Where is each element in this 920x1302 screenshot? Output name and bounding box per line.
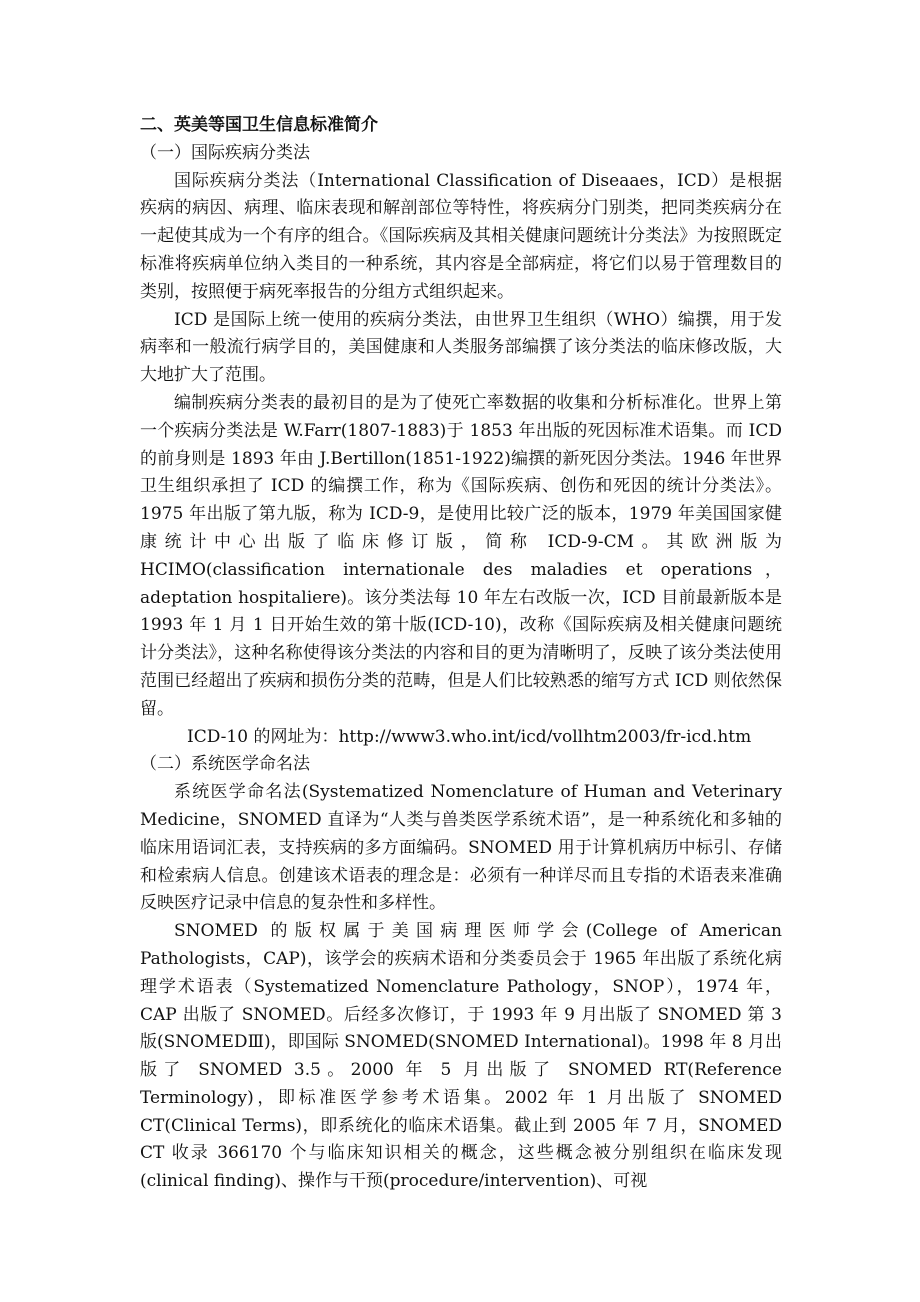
snomed-heading: （二）系统医学命名法 — [140, 754, 310, 775]
section-title: 二、英美等国卫生信息标准简介 — [140, 115, 378, 135]
snomed-paragraph-1: 系统医学命名法(Systematized Nomenclature of Human and Veterinary Medicine，SNOMED 直译为“人类与兽类医学系统术语”，是一种系统化和多轴的临床用语词汇表，支持疾病的多方面编码。SNOMED 用于计算机病历中标引、存储和检索病人信息。创建该术语表的理念是：必须有一种详尽而且专指的术语表来准确反映医疗记录中信息的复杂性和多样性。 — [140, 782, 782, 914]
icd-paragraph-2: ICD 是国际上统一使用的疾病分类法，由世界卫生组织（WHO）编撰，用于发病率和一般流行病学目的，美国健康和人类服务部编撰了该分类法的临床修改版，大大地扩大了范围。 — [140, 309, 782, 386]
icd-heading: （一）国际疾病分类法 — [140, 142, 310, 163]
icd-url-line: ICD-10 的网址为：http://www3.who.int/icd/vollhtm2003/fr-icd.htm — [187, 726, 752, 747]
icd-paragraph-3: 编制疾病分类表的最初目的是为了使死亡率数据的收集和分析标准化。世界上第一个疾病分类法是 W.Farr(1807-1883)于 1853 年出版的死因标准术语集。而 ICD 的前身则是 1893 年由 J.Bertillon(1851-1922)编撰的新死因分类法。1946 年世界卫生组织承担了 ICD 的编撰工作，称为《国际疾病、创伤和死因的统计分类法》。1975 年出版了第九版，称为 ICD-9，是使用比较广泛的版本，1979 年美国国家健康统计中心出版了临床修订版，简称 ICD-9-CM。其欧洲版为 HCIMO(classification internationale des maladies et operations，adeptation hospitaliere)。该分类法每 10 年左右改版一次，ICD 目前最新版本是 1993 年 1 月 1 日开始生效的第十版(ICD-10)，改称《国际疾病及相关健康问题统计分类法》，这种名称使得该分类法的内容和目的更为清晰明了，反映了该分类法使用范围已经超出了疾病和损伤分类的范畴，但是人们比较熟悉的缩写方式 ICD 则依然保留。 — [140, 392, 782, 719]
document-body — [140, 112, 782, 1196]
snomed-paragraph-2: SNOMED 的版权属于美国病理医师学会(College of American Pathologists，CAP)，该学会的疾病术语和分类委员会于 1965 年出版了系统化病理学术语表（Systematized Nomenclature Pathology，SNOP），1974 年，CAP 出版了 SNOMED。后经多次修订，于 1993 年 9 月出版了 SNOMED 第 3 版(SNOMEDⅢ)，即国际 SNOMED(SNOMED International)。1998 年 8 月出版了 SNOMED 3.5。2000 年 5 月出版了 SNOMED RT(Reference Terminology)，即标准医学参考术语集。2002 年 1 月出版了 SNOMED CT(Clinical Terms)，即系统化的临床术语集。截止到 2005 年 7 月，SNOMED CT 收录 366170 个与临床知识相关的概念，这些概念被分别组织在临床发现(clinical finding)、操作与干预(procedure/intervention)、可视 — [140, 921, 782, 1192]
icd-paragraph-1: 国际疾病分类法（International Classification of Diseaaes，ICD）是根据疾病的病因、病理、临床表现和解剖部位等特性，将疾病分门别类，把同类疾病分在一起使其成为一个有序的组合。《国际疾病及其相关健康问题统计分类法》为按照既定标准将疾病单位纳入类目的一种系统，其内容是全部病症，将它们以易于管理数目的类别，按照便于病死率报告的分组方式组织起来。 — [140, 170, 782, 302]
